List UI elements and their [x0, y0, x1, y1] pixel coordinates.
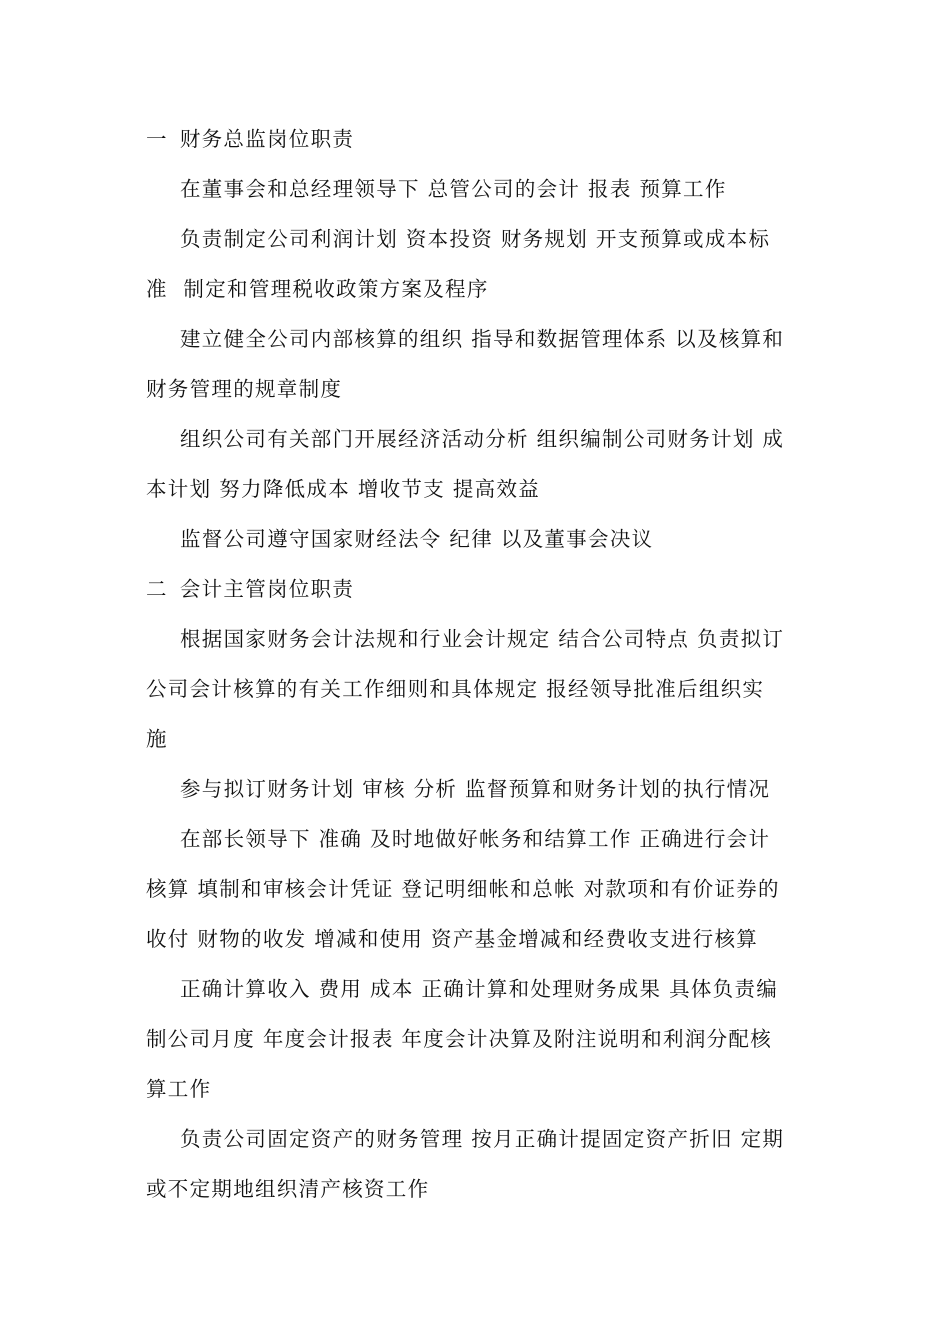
paragraph-line: 组织公司有关部门开展经济活动分析 组织编制公司财务计划 成: [180, 427, 785, 451]
paragraph-line: 正确计算收入 费用 成本 正确计算和处理财务成果 具体负责编: [180, 977, 779, 1001]
paragraph-line: 公司会计核算的有关工作细则和具体规定 报经领导批准后组织实: [146, 677, 765, 701]
section-number-2: 二: [146, 577, 168, 601]
section-title-1: 财务总监岗位职责: [179, 127, 355, 151]
section-heading-2: [146, 564, 810, 614]
paragraph-line: 准 制定和管理税收政策方案及程序: [146, 277, 489, 301]
paragraph-line: 收付 财物的收发 增减和使用 资产基金增减和经费收支进行核算: [146, 927, 759, 951]
paragraph-line: 施: [146, 727, 168, 751]
paragraph-line: 建立健全公司内部核算的组织 指导和数据管理体系 以及核算和: [180, 327, 785, 351]
paragraph-line: 制公司月度 年度会计报表 年度会计决算及附注说明和利润分配核: [146, 1027, 773, 1051]
paragraph-line: 在部长领导下 准确 及时地做好帐务和结算工作 正确进行会计: [180, 827, 771, 851]
paragraph-line: 参与拟订财务计划 审核 分析 监督预算和财务计划的执行情况: [180, 777, 771, 801]
section-number-1: 一: [146, 127, 168, 151]
paragraph-line: 在董事会和总经理领导下 总管公司的会计 报表 预算工作: [180, 177, 727, 201]
paragraph-line: 财务管理的规章制度: [146, 377, 343, 401]
paragraph-line: 根据国家财务会计法规和行业会计规定 结合公司特点 负责拟订: [180, 627, 785, 651]
section-title-2: 会计主管岗位职责: [179, 577, 355, 601]
paragraph-line: 负责公司固定资产的财务管理 按月正确计提固定资产折旧 定期: [180, 1127, 785, 1151]
paragraph-line: 监督公司遵守国家财经法令 纪律 以及董事会决议: [180, 527, 654, 551]
paragraph-line: 负责制定公司利润计划 资本投资 财务规划 开支预算或成本标: [180, 227, 771, 251]
paragraph-line: 或不定期地组织清产核资工作: [146, 1177, 430, 1201]
paragraph-line: 算工作: [146, 1077, 212, 1101]
document-page: [146, 114, 810, 1214]
paragraph-line: 本计划 努力降低成本 增收节支 提高效益: [146, 477, 541, 501]
section-heading-1: [146, 114, 810, 164]
paragraph-line: 核算 填制和审核会计凭证 登记明细帐和总帐 对款项和有价证券的: [146, 877, 780, 901]
